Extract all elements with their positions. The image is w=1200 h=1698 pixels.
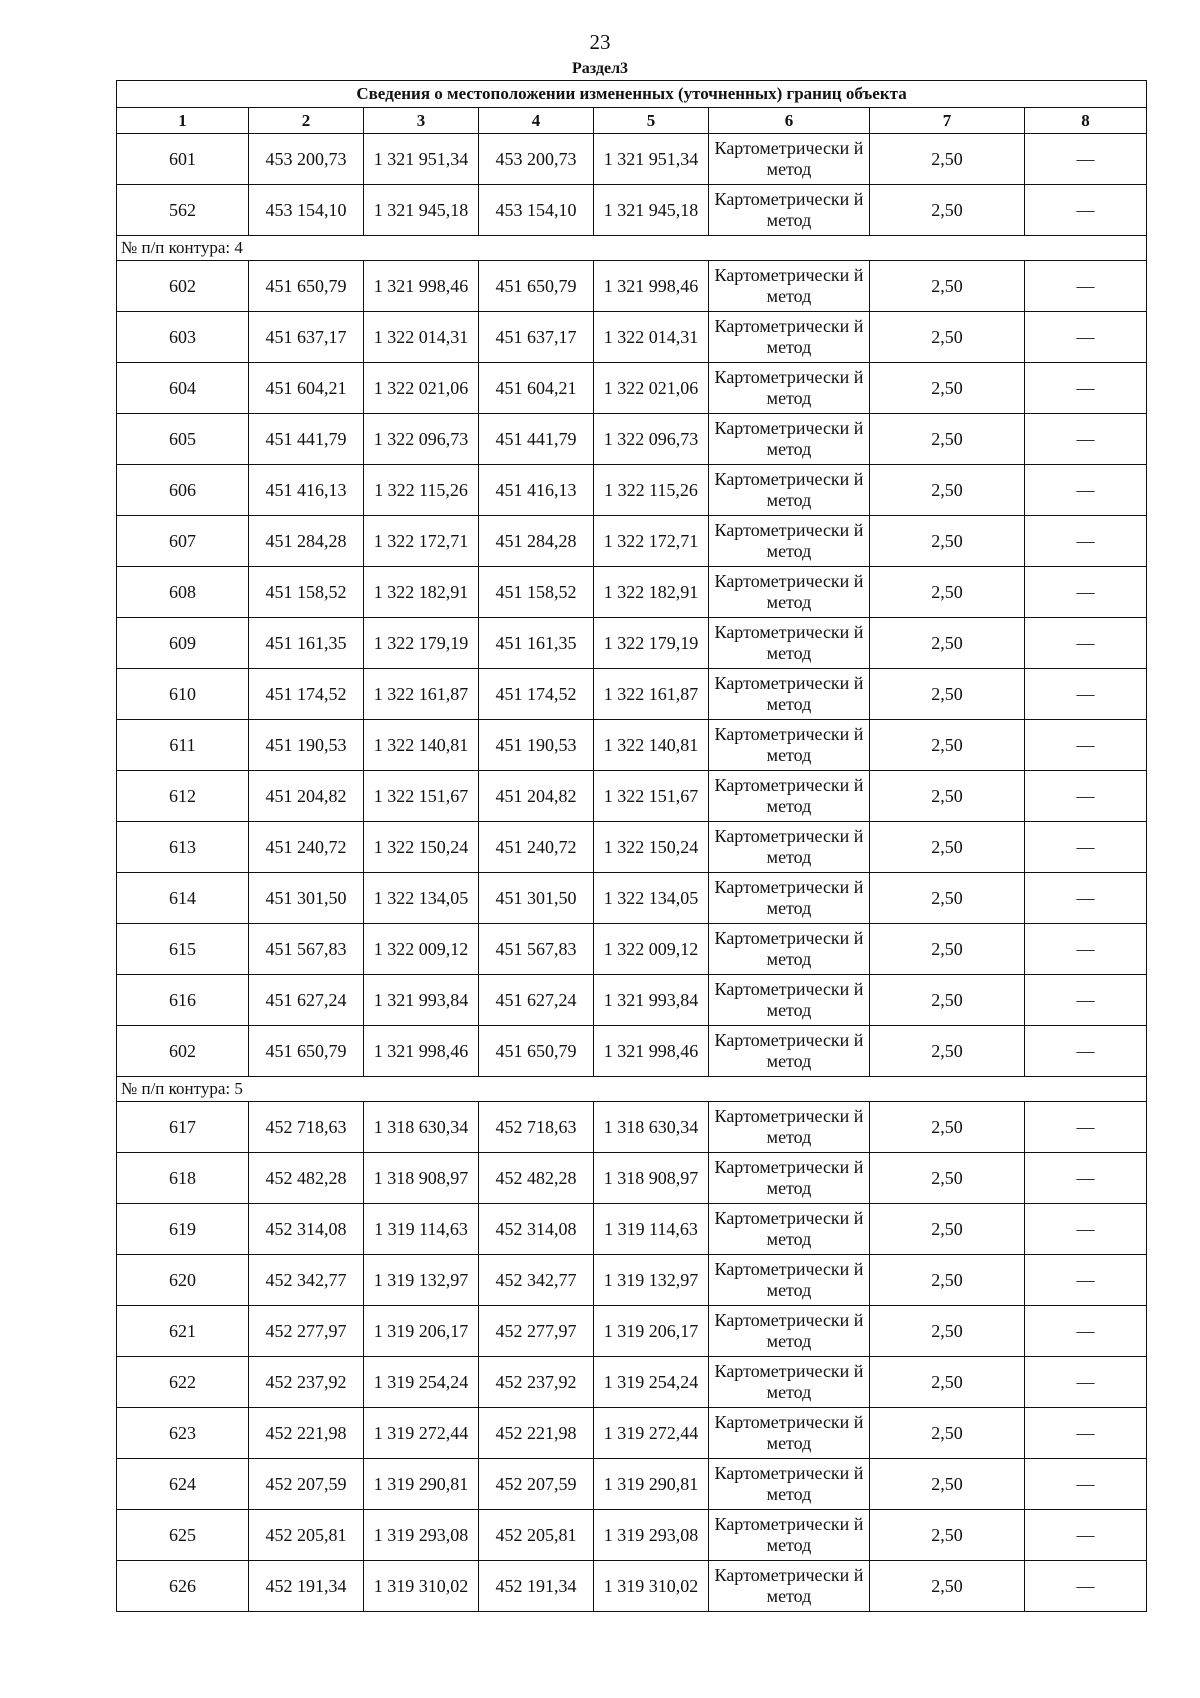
description-cell: — — [1025, 1459, 1147, 1510]
x-old-cell: 451 240,72 — [249, 822, 364, 873]
x-new-cell: 453 154,10 — [479, 185, 594, 236]
column-header: 3 — [364, 108, 479, 134]
y-new-cell: 1 319 310,02 — [594, 1561, 709, 1612]
y-new-cell: 1 318 908,97 — [594, 1153, 709, 1204]
method-cell: Картометрически й метод — [709, 465, 870, 516]
point-number-cell: 613 — [117, 822, 249, 873]
method-cell: Картометрически й метод — [709, 975, 870, 1026]
y-new-cell: 1 322 179,19 — [594, 618, 709, 669]
accuracy-cell: 2,50 — [870, 1459, 1025, 1510]
accuracy-cell: 2,50 — [870, 1255, 1025, 1306]
x-old-cell: 452 221,98 — [249, 1408, 364, 1459]
accuracy-cell: 2,50 — [870, 771, 1025, 822]
x-new-cell: 451 301,50 — [479, 873, 594, 924]
x-old-cell: 453 154,10 — [249, 185, 364, 236]
point-number-cell: 626 — [117, 1561, 249, 1612]
x-new-cell: 451 650,79 — [479, 1026, 594, 1077]
column-header: 8 — [1025, 108, 1147, 134]
x-new-cell: 451 416,13 — [479, 465, 594, 516]
accuracy-cell: 2,50 — [870, 261, 1025, 312]
method-cell: Картометрически й метод — [709, 363, 870, 414]
method-cell: Картометрически й метод — [709, 1306, 870, 1357]
x-old-cell: 451 627,24 — [249, 975, 364, 1026]
accuracy-cell: 2,50 — [870, 975, 1025, 1026]
y-old-cell: 1 322 134,05 — [364, 873, 479, 924]
y-old-cell: 1 322 009,12 — [364, 924, 479, 975]
x-new-cell: 452 207,59 — [479, 1459, 594, 1510]
description-cell: — — [1025, 567, 1147, 618]
y-new-cell: 1 322 140,81 — [594, 720, 709, 771]
method-cell: Картометрически й метод — [709, 1561, 870, 1612]
y-old-cell: 1 318 630,34 — [364, 1102, 479, 1153]
accuracy-cell: 2,50 — [870, 822, 1025, 873]
y-new-cell: 1 321 998,46 — [594, 261, 709, 312]
point-number-cell: 617 — [117, 1102, 249, 1153]
point-number-cell: 612 — [117, 771, 249, 822]
x-old-cell: 451 174,52 — [249, 669, 364, 720]
description-cell: — — [1025, 1561, 1147, 1612]
method-cell: Картометрически й метод — [709, 261, 870, 312]
x-old-cell: 452 314,08 — [249, 1204, 364, 1255]
y-new-cell: 1 321 945,18 — [594, 185, 709, 236]
point-number-cell: 606 — [117, 465, 249, 516]
point-number-cell: 623 — [117, 1408, 249, 1459]
y-old-cell: 1 322 150,24 — [364, 822, 479, 873]
accuracy-cell: 2,50 — [870, 1306, 1025, 1357]
x-old-cell: 452 718,63 — [249, 1102, 364, 1153]
y-old-cell: 1 321 945,18 — [364, 185, 479, 236]
y-old-cell: 1 322 179,19 — [364, 618, 479, 669]
table-row — [117, 1561, 1147, 1612]
table-row — [117, 1459, 1147, 1510]
table-row — [117, 771, 1147, 822]
y-new-cell: 1 322 172,71 — [594, 516, 709, 567]
point-number-cell: 609 — [117, 618, 249, 669]
point-number-cell: 625 — [117, 1510, 249, 1561]
point-number-cell: 620 — [117, 1255, 249, 1306]
accuracy-cell: 2,50 — [870, 924, 1025, 975]
column-header: 5 — [594, 108, 709, 134]
y-old-cell: 1 322 021,06 — [364, 363, 479, 414]
y-old-cell: 1 322 014,31 — [364, 312, 479, 363]
x-new-cell: 451 650,79 — [479, 261, 594, 312]
accuracy-cell: 2,50 — [870, 1357, 1025, 1408]
y-new-cell: 1 319 293,08 — [594, 1510, 709, 1561]
description-cell: — — [1025, 1510, 1147, 1561]
x-new-cell: 451 174,52 — [479, 669, 594, 720]
accuracy-cell: 2,50 — [870, 414, 1025, 465]
method-cell: Картометрически й метод — [709, 1510, 870, 1561]
accuracy-cell: 2,50 — [870, 720, 1025, 771]
accuracy-cell: 2,50 — [870, 1510, 1025, 1561]
column-header: 4 — [479, 108, 594, 134]
y-old-cell: 1 319 272,44 — [364, 1408, 479, 1459]
accuracy-cell: 2,50 — [870, 669, 1025, 720]
method-cell: Картометрически й метод — [709, 414, 870, 465]
column-header: 1 — [117, 108, 249, 134]
accuracy-cell: 2,50 — [870, 465, 1025, 516]
x-new-cell: 451 204,82 — [479, 771, 594, 822]
table-row — [117, 1306, 1147, 1357]
description-cell: — — [1025, 185, 1147, 236]
x-old-cell: 452 207,59 — [249, 1459, 364, 1510]
x-old-cell: 451 650,79 — [249, 261, 364, 312]
point-number-cell: 602 — [117, 261, 249, 312]
method-cell: Картометрически й метод — [709, 669, 870, 720]
x-old-cell: 451 284,28 — [249, 516, 364, 567]
description-cell: — — [1025, 720, 1147, 771]
y-old-cell: 1 322 151,67 — [364, 771, 479, 822]
x-new-cell: 451 161,35 — [479, 618, 594, 669]
point-number-cell: 605 — [117, 414, 249, 465]
y-new-cell: 1 319 290,81 — [594, 1459, 709, 1510]
y-new-cell: 1 322 150,24 — [594, 822, 709, 873]
method-cell: Картометрически й метод — [709, 1153, 870, 1204]
table-row — [117, 516, 1147, 567]
method-cell: Картометрически й метод — [709, 134, 870, 185]
x-old-cell: 452 482,28 — [249, 1153, 364, 1204]
y-new-cell: 1 322 096,73 — [594, 414, 709, 465]
table-caption: Сведения о местоположении измененных (уточненных) границ объекта — [117, 81, 1147, 108]
y-old-cell: 1 319 132,97 — [364, 1255, 479, 1306]
method-cell: Картометрически й метод — [709, 924, 870, 975]
description-cell: — — [1025, 1306, 1147, 1357]
description-cell: — — [1025, 873, 1147, 924]
point-number-cell: 615 — [117, 924, 249, 975]
table-row — [117, 465, 1147, 516]
y-new-cell: 1 319 272,44 — [594, 1408, 709, 1459]
y-new-cell: 1 319 114,63 — [594, 1204, 709, 1255]
accuracy-cell: 2,50 — [870, 618, 1025, 669]
x-new-cell: 452 482,28 — [479, 1153, 594, 1204]
accuracy-cell: 2,50 — [870, 516, 1025, 567]
point-number-cell: 622 — [117, 1357, 249, 1408]
table-row — [117, 1204, 1147, 1255]
accuracy-cell: 2,50 — [870, 1102, 1025, 1153]
x-old-cell: 451 190,53 — [249, 720, 364, 771]
y-old-cell: 1 322 140,81 — [364, 720, 479, 771]
accuracy-cell: 2,50 — [870, 134, 1025, 185]
x-old-cell: 453 200,73 — [249, 134, 364, 185]
point-number-cell: 610 — [117, 669, 249, 720]
x-old-cell: 451 604,21 — [249, 363, 364, 414]
x-old-cell: 452 237,92 — [249, 1357, 364, 1408]
method-cell: Картометрически й метод — [709, 1459, 870, 1510]
description-cell: — — [1025, 312, 1147, 363]
column-header: 6 — [709, 108, 870, 134]
description-cell: — — [1025, 516, 1147, 567]
method-cell: Картометрически й метод — [709, 1102, 870, 1153]
table-row — [117, 185, 1147, 236]
table-row — [117, 134, 1147, 185]
y-new-cell: 1 319 132,97 — [594, 1255, 709, 1306]
table-row — [117, 1408, 1147, 1459]
x-old-cell: 451 158,52 — [249, 567, 364, 618]
table-header-row — [117, 108, 1147, 134]
y-old-cell: 1 319 254,24 — [364, 1357, 479, 1408]
point-number-cell: 601 — [117, 134, 249, 185]
x-new-cell: 451 627,24 — [479, 975, 594, 1026]
y-old-cell: 1 322 161,87 — [364, 669, 479, 720]
y-old-cell: 1 318 908,97 — [364, 1153, 479, 1204]
y-old-cell: 1 321 951,34 — [364, 134, 479, 185]
y-old-cell: 1 321 993,84 — [364, 975, 479, 1026]
point-number-cell: 607 — [117, 516, 249, 567]
x-new-cell: 451 240,72 — [479, 822, 594, 873]
x-new-cell: 451 284,28 — [479, 516, 594, 567]
method-cell: Картометрически й метод — [709, 185, 870, 236]
y-new-cell: 1 322 009,12 — [594, 924, 709, 975]
y-new-cell: 1 322 014,31 — [594, 312, 709, 363]
y-new-cell: 1 321 993,84 — [594, 975, 709, 1026]
description-cell: — — [1025, 261, 1147, 312]
description-cell: — — [1025, 465, 1147, 516]
method-cell: Картометрически й метод — [709, 1204, 870, 1255]
table-row — [117, 822, 1147, 873]
y-new-cell: 1 318 630,34 — [594, 1102, 709, 1153]
method-cell: Картометрически й метод — [709, 1026, 870, 1077]
accuracy-cell: 2,50 — [870, 1408, 1025, 1459]
accuracy-cell: 2,50 — [870, 312, 1025, 363]
column-header: 7 — [870, 108, 1025, 134]
accuracy-cell: 2,50 — [870, 363, 1025, 414]
x-old-cell: 451 416,13 — [249, 465, 364, 516]
y-old-cell: 1 319 293,08 — [364, 1510, 479, 1561]
method-cell: Картометрически й метод — [709, 312, 870, 363]
description-cell: — — [1025, 924, 1147, 975]
table-row — [117, 567, 1147, 618]
column-header: 2 — [249, 108, 364, 134]
table-row — [117, 1102, 1147, 1153]
page-number: 23 — [589, 30, 611, 54]
accuracy-cell: 2,50 — [870, 1026, 1025, 1077]
table-row — [117, 1357, 1147, 1408]
coordinates-table — [116, 80, 1147, 1612]
y-new-cell: 1 319 206,17 — [594, 1306, 709, 1357]
accuracy-cell: 2,50 — [870, 185, 1025, 236]
contour-label: № п/п контура: 5 — [117, 1077, 1147, 1102]
x-old-cell: 451 637,17 — [249, 312, 364, 363]
method-cell: Картометрически й метод — [709, 873, 870, 924]
description-cell: — — [1025, 1204, 1147, 1255]
description-cell: — — [1025, 414, 1147, 465]
x-old-cell: 451 567,83 — [249, 924, 364, 975]
y-old-cell: 1 319 114,63 — [364, 1204, 479, 1255]
y-new-cell: 1 322 021,06 — [594, 363, 709, 414]
description-cell: — — [1025, 822, 1147, 873]
description-cell: — — [1025, 1026, 1147, 1077]
contour-row — [117, 236, 1147, 261]
point-number-cell: 603 — [117, 312, 249, 363]
point-number-cell: 614 — [117, 873, 249, 924]
method-cell: Картометрически й метод — [709, 516, 870, 567]
x-new-cell: 452 237,92 — [479, 1357, 594, 1408]
description-cell: — — [1025, 1153, 1147, 1204]
table-row — [117, 261, 1147, 312]
x-old-cell: 451 650,79 — [249, 1026, 364, 1077]
y-old-cell: 1 322 096,73 — [364, 414, 479, 465]
x-new-cell: 452 277,97 — [479, 1306, 594, 1357]
point-number-cell: 562 — [117, 185, 249, 236]
y-old-cell: 1 322 172,71 — [364, 516, 479, 567]
method-cell: Картометрически й метод — [709, 618, 870, 669]
y-old-cell: 1 321 998,46 — [364, 1026, 479, 1077]
x-old-cell: 452 191,34 — [249, 1561, 364, 1612]
description-cell: — — [1025, 1357, 1147, 1408]
table-row — [117, 1255, 1147, 1306]
method-cell: Картометрически й метод — [709, 720, 870, 771]
table-row — [117, 924, 1147, 975]
table-row — [117, 618, 1147, 669]
y-new-cell: 1 321 951,34 — [594, 134, 709, 185]
contour-label: № п/п контура: 4 — [117, 236, 1147, 261]
x-new-cell: 452 314,08 — [479, 1204, 594, 1255]
method-cell: Картометрически й метод — [709, 1255, 870, 1306]
y-old-cell: 1 322 182,91 — [364, 567, 479, 618]
y-old-cell: 1 319 206,17 — [364, 1306, 479, 1357]
point-number-cell: 624 — [117, 1459, 249, 1510]
table-row — [117, 312, 1147, 363]
x-new-cell: 451 604,21 — [479, 363, 594, 414]
method-cell: Картометрически й метод — [709, 567, 870, 618]
accuracy-cell: 2,50 — [870, 1561, 1025, 1612]
table-row — [117, 873, 1147, 924]
y-old-cell: 1 319 290,81 — [364, 1459, 479, 1510]
description-cell: — — [1025, 771, 1147, 822]
x-new-cell: 451 158,52 — [479, 567, 594, 618]
x-new-cell: 452 205,81 — [479, 1510, 594, 1561]
contour-row — [117, 1077, 1147, 1102]
description-cell: — — [1025, 1102, 1147, 1153]
x-old-cell: 451 204,82 — [249, 771, 364, 822]
y-old-cell: 1 322 115,26 — [364, 465, 479, 516]
point-number-cell: 618 — [117, 1153, 249, 1204]
x-new-cell: 452 342,77 — [479, 1255, 594, 1306]
x-new-cell: 452 718,63 — [479, 1102, 594, 1153]
y-old-cell: 1 319 310,02 — [364, 1561, 479, 1612]
x-new-cell: 453 200,73 — [479, 134, 594, 185]
x-new-cell: 451 637,17 — [479, 312, 594, 363]
table-row — [117, 669, 1147, 720]
table-row — [117, 1510, 1147, 1561]
y-new-cell: 1 322 182,91 — [594, 567, 709, 618]
point-number-cell: 604 — [117, 363, 249, 414]
x-old-cell: 451 161,35 — [249, 618, 364, 669]
x-old-cell: 451 301,50 — [249, 873, 364, 924]
description-cell: — — [1025, 975, 1147, 1026]
table-row — [117, 1153, 1147, 1204]
point-number-cell: 608 — [117, 567, 249, 618]
accuracy-cell: 2,50 — [870, 1204, 1025, 1255]
description-cell: — — [1025, 669, 1147, 720]
point-number-cell: 619 — [117, 1204, 249, 1255]
y-new-cell: 1 322 115,26 — [594, 465, 709, 516]
y-new-cell: 1 321 998,46 — [594, 1026, 709, 1077]
method-cell: Картометрически й метод — [709, 771, 870, 822]
description-cell: — — [1025, 618, 1147, 669]
table-row — [117, 363, 1147, 414]
accuracy-cell: 2,50 — [870, 567, 1025, 618]
description-cell: — — [1025, 134, 1147, 185]
x-old-cell: 452 277,97 — [249, 1306, 364, 1357]
method-cell: Картометрически й метод — [709, 1408, 870, 1459]
point-number-cell: 602 — [117, 1026, 249, 1077]
y-new-cell: 1 319 254,24 — [594, 1357, 709, 1408]
x-new-cell: 452 221,98 — [479, 1408, 594, 1459]
table-row — [117, 975, 1147, 1026]
table-row — [117, 1026, 1147, 1077]
table-row — [117, 720, 1147, 771]
accuracy-cell: 2,50 — [870, 873, 1025, 924]
table-row — [117, 414, 1147, 465]
description-cell: — — [1025, 1408, 1147, 1459]
table-body — [117, 134, 1147, 1612]
x-new-cell: 451 190,53 — [479, 720, 594, 771]
method-cell: Картометрически й метод — [709, 1357, 870, 1408]
section-title: Раздел3 — [571, 60, 629, 77]
x-new-cell: 452 191,34 — [479, 1561, 594, 1612]
x-new-cell: 451 567,83 — [479, 924, 594, 975]
y-new-cell: 1 322 151,67 — [594, 771, 709, 822]
x-old-cell: 452 342,77 — [249, 1255, 364, 1306]
x-new-cell: 451 441,79 — [479, 414, 594, 465]
method-cell: Картометрически й метод — [709, 822, 870, 873]
description-cell: — — [1025, 1255, 1147, 1306]
y-new-cell: 1 322 161,87 — [594, 669, 709, 720]
x-old-cell: 451 441,79 — [249, 414, 364, 465]
description-cell: — — [1025, 363, 1147, 414]
x-old-cell: 452 205,81 — [249, 1510, 364, 1561]
point-number-cell: 616 — [117, 975, 249, 1026]
accuracy-cell: 2,50 — [870, 1153, 1025, 1204]
point-number-cell: 611 — [117, 720, 249, 771]
point-number-cell: 621 — [117, 1306, 249, 1357]
y-old-cell: 1 321 998,46 — [364, 261, 479, 312]
y-new-cell: 1 322 134,05 — [594, 873, 709, 924]
